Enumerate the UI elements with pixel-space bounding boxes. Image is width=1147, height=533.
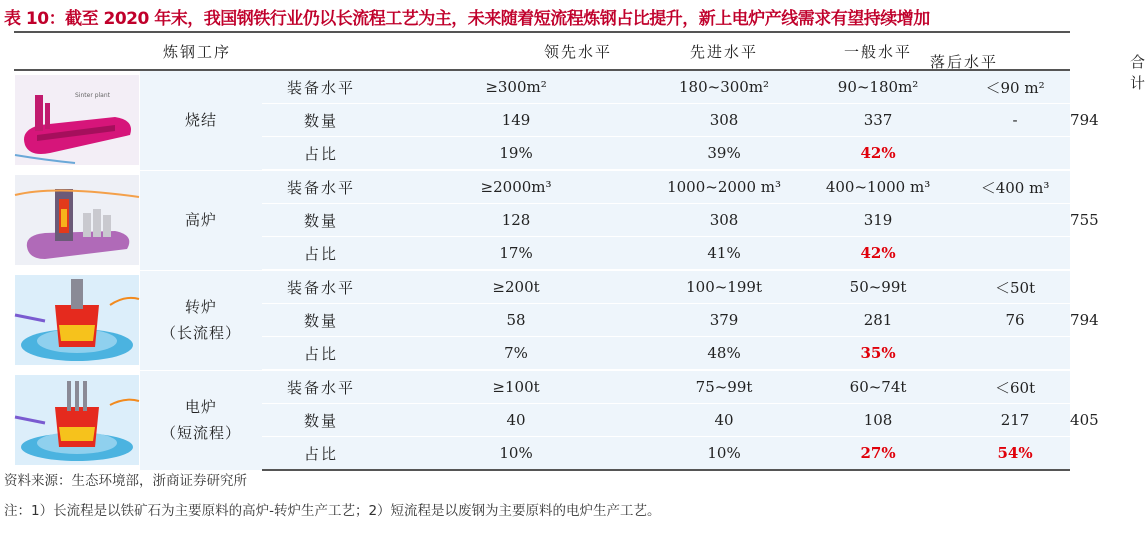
cell-leading: ≥100t [380,370,652,404]
table-row: 数量 128 308 319 755 [14,204,1070,237]
process-name-line2: （短流程） [160,424,241,442]
cell-advanced: 41% [652,237,796,271]
header-process: 炼钢工序 [14,32,380,70]
cell-backward: ＜50t [960,270,1070,304]
process-name-line1: 烧结 [184,111,217,130]
converter-illustration [15,275,139,365]
cell-advanced: 100~199t [652,270,796,304]
source-note: 资料来源：生态环境部，浙商证券研究所 [4,473,247,489]
metric-label: 占比 [262,437,380,471]
table-row: 数量 40 40 108 217 405 [14,404,1070,437]
blast-furnace-illustration [15,175,139,265]
cell-general: 108 [796,404,960,437]
cell-leading: 7% [380,337,652,371]
header-row [14,32,1070,70]
cell-advanced: 10% [652,437,796,471]
cell-leading: 58 [380,304,652,337]
electric-furnace-illustration [15,375,139,465]
cell-backward [960,204,1070,237]
svg-text:Sinter plant: Sinter plant [75,92,111,100]
process-name-line2: （长流程） [160,324,241,342]
cell-backward [960,137,1070,171]
cell-leading: ≥300m² [380,70,652,104]
converter-illustration-cell [14,270,140,370]
cell-backward [960,237,1070,271]
cell-general: 35% [796,337,960,371]
table-row: 数量 149 308 337 - 794 [14,104,1070,137]
blast-furnace-illustration-cell [14,170,140,270]
cell-advanced: 40 [652,404,796,437]
cell-leading: 40 [380,404,652,437]
cell-advanced: 75~99t [652,370,796,404]
header-advanced: 先进水平 [652,32,796,70]
metric-label: 占比 [262,237,380,271]
cell-general: 42% [796,137,960,171]
cell-backward: 54% [960,437,1070,471]
cell-advanced: 379 [652,304,796,337]
cell-backward: - [960,104,1070,137]
metric-label: 装备水平 [262,70,380,104]
cell-leading: 128 [380,204,652,237]
metric-label: 数量 [262,204,380,237]
cell-general: 42% [796,237,960,271]
cell-general: 337 [796,104,960,137]
table-title: 表 10：截至 2020 年末，我国钢铁行业仍以长流程工艺为主，未来随着短流程炼钢占比提升，新上电炉产线需求有望持续增加 [4,9,930,29]
metric-label: 数量 [262,304,380,337]
cell-backward: 76 [960,304,1070,337]
cell-general: 281 [796,304,960,337]
process-name-line1: 高炉 [184,211,217,229]
sinter-plant-illustration [15,75,139,165]
process-name [140,70,262,170]
cell-advanced: 39% [652,137,796,171]
cell-leading: 149 [380,104,652,137]
cell-general: 60~74t [796,370,960,404]
process-name-line1: 转炉 [184,298,217,316]
cell-backward: 217 [960,404,1070,437]
metric-label: 占比 [262,337,380,371]
cell-general: 400~1000 m³ [796,170,960,204]
cell-leading: ≥2000m³ [380,170,652,204]
cell-advanced: 308 [652,204,796,237]
process-name [140,270,262,370]
table-row [14,370,1070,404]
header-leading: 领先水平 [380,32,652,70]
cell-advanced: 180~300m² [652,70,796,104]
cell-leading: 19% [380,137,652,171]
metric-label: 数量 [262,404,380,437]
footnote: 注：1）长流程是以铁矿石为主要原料的高炉-转炉生产工艺；2）短流程是以废钢为主要原料的电炉生产工艺。 [4,503,661,519]
table-row [14,170,1070,204]
cell-leading: ≥200t [380,270,652,304]
process-name [140,370,262,470]
header-total: 合计 [1130,53,1147,92]
metric-label: 装备水平 [262,270,380,304]
table-row [14,270,1070,304]
metric-label: 装备水平 [262,370,380,404]
table-row [14,70,1070,104]
process-name-line1: 电炉 [184,398,217,416]
header-general: 一般水平 [796,32,960,70]
cell-leading: 10% [380,437,652,471]
table-row: 数量 58 379 281 76 794 [14,304,1070,337]
cell-backward: ＜60t [960,370,1070,404]
cell-backward [960,337,1070,371]
header-backward: 落后水平 [930,53,999,71]
cell-general: 90~180m² [796,70,960,104]
cell-backward: ＜400 m³ [960,170,1070,204]
metric-label: 数量 [262,104,380,137]
sinter-plant-illustration-cell [14,70,140,170]
cell-general: 319 [796,204,960,237]
cell-leading: 17% [380,237,652,271]
electric-furnace-illustration-cell [14,370,140,470]
cell-advanced: 48% [652,337,796,371]
cell-advanced: 308 [652,104,796,137]
cell-general: 27% [796,437,960,471]
cell-backward: ＜90 m² [960,70,1070,104]
steel-process-table [14,31,1147,471]
metric-label: 占比 [262,137,380,171]
metric-label: 装备水平 [262,170,380,204]
process-name [140,170,262,270]
cell-general: 50~99t [796,270,960,304]
cell-advanced: 1000~2000 m³ [652,170,796,204]
